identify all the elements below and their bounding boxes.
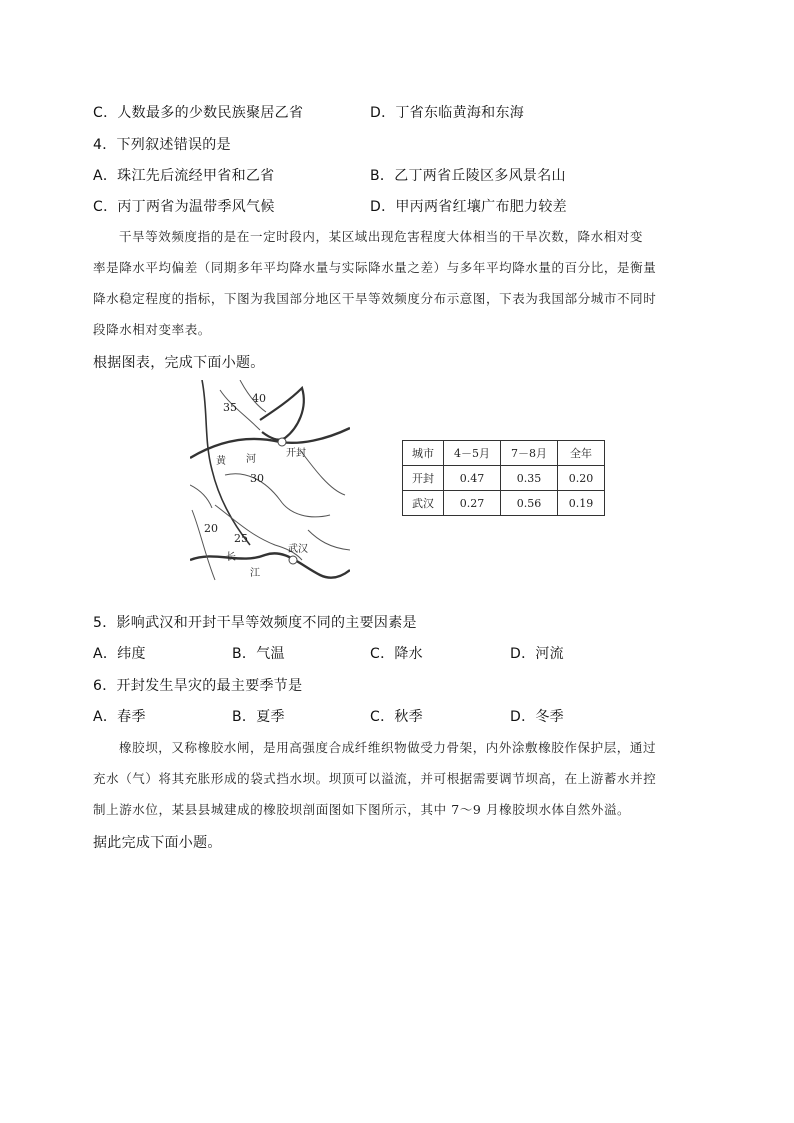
q6-option-d: D．冬季 bbox=[510, 709, 564, 725]
passage-rubber-dam-line-1: 橡胶坝，又称橡胶水闸，是用高强度合成纤维织物做受力骨架，内外涂敷橡胶作保护层，通过 bbox=[119, 740, 657, 755]
map-label-jiang: 江 bbox=[250, 568, 260, 579]
passage-rubber-dam-line-3: 制上游水位，某县县城建成的橡胶坝剖面图如下图所示，其中 7～9 月橡胶坝水体自然外溢。 bbox=[93, 802, 631, 817]
q3-option-c: C．人数最多的少数民族聚居乙省 bbox=[93, 105, 304, 121]
map-label-chang: 长 bbox=[226, 552, 236, 563]
table-cell: 0.27 bbox=[444, 491, 501, 516]
table-cell: 武汉 bbox=[403, 491, 444, 516]
isoline-label-35: 35 bbox=[223, 401, 237, 414]
q6-option-c: C．秋季 bbox=[370, 709, 423, 725]
table-header-row bbox=[403, 441, 605, 466]
q5-option-b: B．气温 bbox=[232, 646, 285, 662]
table-cell: 0.20 bbox=[558, 466, 605, 491]
drought-frequency-map bbox=[190, 380, 350, 592]
q6-option-a: A．春季 bbox=[93, 709, 146, 725]
q4-option-c: C．丙丁两省为温带季风气候 bbox=[93, 199, 275, 215]
q4-option-a: A．珠江先后流经甲省和乙省 bbox=[93, 168, 275, 184]
isoline-label-40: 40 bbox=[252, 392, 266, 405]
q4-stem: 4．下列叙述错误的是 bbox=[93, 137, 231, 153]
table-row bbox=[403, 491, 605, 516]
q5-option-d: D．河流 bbox=[510, 646, 564, 662]
passage-drought-line-4: 段降水相对变率表。 bbox=[93, 322, 211, 337]
q5-stem: 5．影响武汉和开封干旱等效频度不同的主要因素是 bbox=[93, 615, 417, 631]
table-header-cell: 4－5月 bbox=[444, 441, 501, 466]
isoline-label-20: 20 bbox=[204, 522, 218, 535]
table-cell: 0.19 bbox=[558, 491, 605, 516]
table-cell: 0.47 bbox=[444, 466, 501, 491]
table-cell: 开封 bbox=[403, 466, 444, 491]
q3-option-d: D．丁省东临黄海和东海 bbox=[370, 105, 525, 121]
isoline-label-30: 30 bbox=[250, 472, 264, 485]
instruction-chart: 根据图表，完成下面小题。 bbox=[93, 355, 265, 371]
table-cell: 0.56 bbox=[501, 491, 558, 516]
q6-option-b: B．夏季 bbox=[232, 709, 285, 725]
q6-stem: 6．开封发生旱灾的最主要季节是 bbox=[93, 678, 303, 694]
passage-drought-line-3: 降水稳定程度的指标，下图为我国部分地区干旱等效频度分布示意图，下表为我国部分城市不同时 bbox=[93, 291, 657, 306]
passage-drought-line-2: 率是降水平均偏差（同期多年平均降水量与实际降水量之差）与多年平均降水量的百分比，是衡量 bbox=[93, 260, 657, 275]
q4-option-d: D．甲丙两省红壤广布肥力较差 bbox=[370, 199, 567, 215]
q4-option-b: B．乙丁两省丘陵区多风景名山 bbox=[370, 168, 566, 184]
table-header-cell: 城市 bbox=[403, 441, 444, 466]
isoline-label-25: 25 bbox=[234, 532, 248, 545]
q5-option-c: C．降水 bbox=[370, 646, 423, 662]
map-label-wuhan: 武汉 bbox=[288, 544, 308, 555]
table-cell: 0.35 bbox=[501, 466, 558, 491]
precip-variability-table bbox=[402, 440, 605, 516]
passage-drought-line-1: 干旱等效频度指的是在一定时段内，某区域出现危害程度大体相当的干旱次数，降水相对变 bbox=[119, 229, 644, 244]
map-label-kaifeng: 开封 bbox=[286, 448, 306, 459]
map-label-huang: 黄 bbox=[216, 456, 226, 467]
passage-rubber-dam-line-2: 充水（气）将其充胀形成的袋式挡水坝。坝顶可以溢流，并可根据需要调节坝高，在上游蓄水并控 bbox=[93, 771, 657, 786]
map-label-he: 河 bbox=[246, 454, 256, 465]
passage-drought bbox=[93, 221, 701, 345]
instruction-rubber-dam: 据此完成下面小题。 bbox=[93, 835, 222, 851]
table-row bbox=[403, 466, 605, 491]
passage-rubber-dam bbox=[93, 732, 701, 825]
table-header-cell: 7－8月 bbox=[501, 441, 558, 466]
q5-option-a: A．纬度 bbox=[93, 646, 146, 662]
table-header-cell: 全年 bbox=[558, 441, 605, 466]
